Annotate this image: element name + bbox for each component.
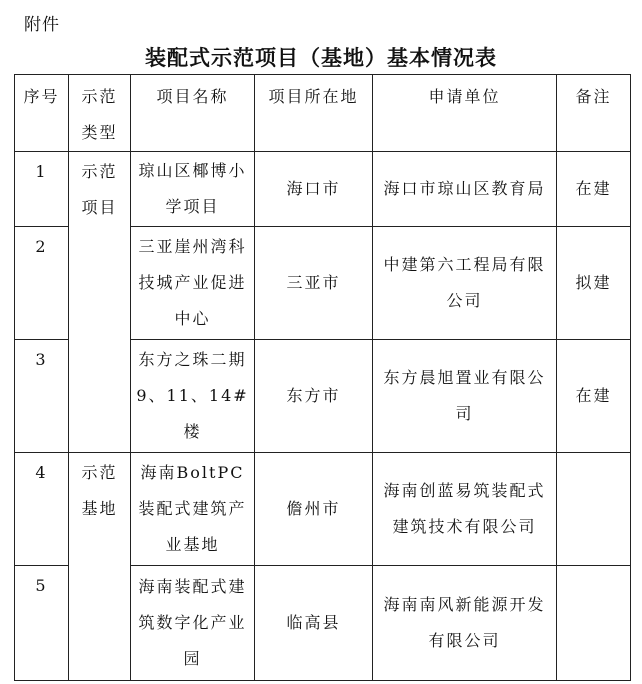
cell-name: 海南BoltPC装配式建筑产业基地	[131, 453, 255, 566]
cell-remark: 拟建	[557, 227, 631, 340]
cell-seq: 3	[15, 340, 69, 453]
table-header-row	[15, 75, 631, 152]
header-name: 项目名称	[131, 75, 255, 152]
header-remark: 备注	[557, 75, 631, 152]
cell-remark: 在建	[557, 340, 631, 453]
header-seq: 序号	[15, 75, 69, 152]
cell-location: 东方市	[255, 340, 373, 453]
table-row	[15, 453, 631, 566]
cell-location: 儋州市	[255, 453, 373, 566]
cell-name: 琼山区椰博小学项目	[131, 152, 255, 227]
cell-remark	[557, 566, 631, 681]
cell-seq: 4	[15, 453, 69, 566]
cell-location: 三亚市	[255, 227, 373, 340]
cell-unit: 海南创蓝易筑装配式建筑技术有限公司	[373, 453, 557, 566]
document-title: 装配式示范项目（基地）基本情况表	[145, 45, 497, 70]
cell-seq: 2	[15, 227, 69, 340]
cell-type-group: 示范基地	[69, 453, 131, 681]
cell-remark	[557, 453, 631, 566]
cell-name: 三亚崖州湾科技城产业促进中心	[131, 227, 255, 340]
cell-type-group: 示范项目	[69, 152, 131, 453]
header-unit: 申请单位	[373, 75, 557, 152]
cell-unit: 中建第六工程局有限公司	[373, 227, 557, 340]
header-location: 项目所在地	[255, 75, 373, 152]
cell-location: 临高县	[255, 566, 373, 681]
cell-location: 海口市	[255, 152, 373, 227]
cell-unit: 海口市琼山区教育局	[373, 152, 557, 227]
cell-name: 海南装配式建筑数字化产业园	[131, 566, 255, 681]
cell-seq: 1	[15, 152, 69, 227]
cell-remark: 在建	[557, 152, 631, 227]
header-type: 示范类型	[69, 75, 131, 152]
cell-unit: 海南南风新能源开发有限公司	[373, 566, 557, 681]
cell-unit: 东方晨旭置业有限公司	[373, 340, 557, 453]
table-row	[15, 152, 631, 227]
cell-name: 东方之珠二期9、11、14#楼	[131, 340, 255, 453]
attachment-label: 附件	[24, 15, 60, 35]
cell-seq: 5	[15, 566, 69, 681]
project-table	[14, 74, 631, 681]
